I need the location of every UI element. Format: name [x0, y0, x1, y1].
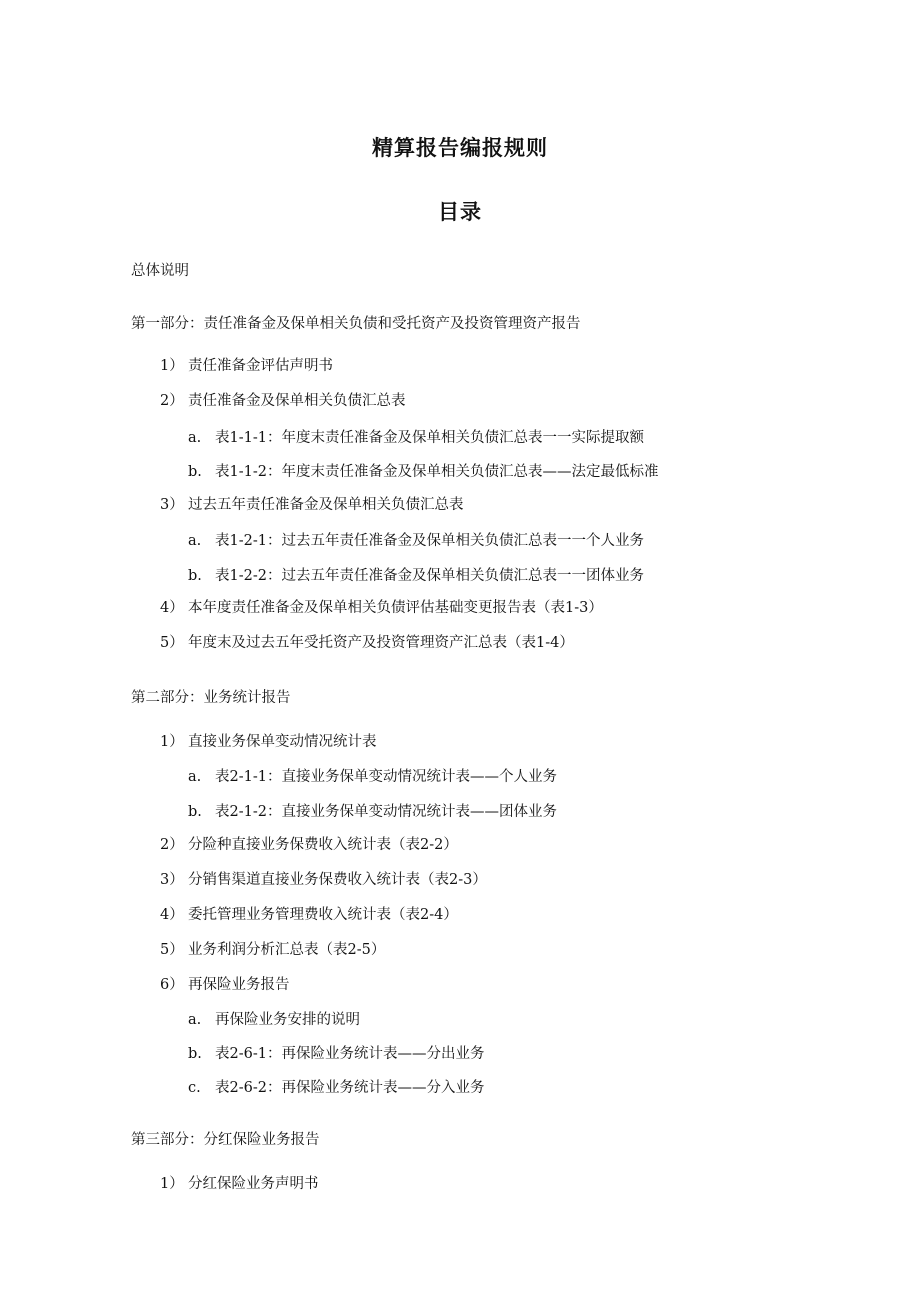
item-marker: 4）: [160, 907, 184, 923]
subitem-marker: b.: [188, 568, 202, 584]
subitem-text: 表1-2-2：过去五年责任准备金及保单相关负债汇总表一一团体业务: [215, 568, 644, 584]
toc-subitem: [188, 566, 644, 586]
subitem-text: 表1-1-2：年度末责任准备金及保单相关负债汇总表——法定最低标准: [215, 464, 659, 480]
toc-subitem: [188, 802, 557, 822]
toc-item: [160, 835, 458, 855]
toc-general-description: 总体说明: [131, 263, 189, 279]
toc-item: [160, 732, 377, 752]
item-marker: 2）: [160, 393, 184, 409]
item-marker: 1）: [160, 1176, 184, 1192]
item-marker: 1）: [160, 358, 184, 374]
item-marker: 3）: [160, 872, 184, 888]
subitem-text: 表2-6-1：再保险业务统计表——分出业务: [215, 1046, 485, 1062]
item-text: 分险种直接业务保费收入统计表（表2-2）: [188, 837, 458, 853]
item-text: 过去五年责任准备金及保单相关负债汇总表: [188, 497, 464, 513]
subitem-marker: c.: [188, 1080, 201, 1096]
subitem-marker: a.: [188, 533, 202, 549]
toc-part3-heading: 第三部分：分红保险业务报告: [131, 1132, 320, 1148]
subitem-marker: b.: [188, 464, 202, 480]
subitem-text: 表2-6-2：再保险业务统计表——分入业务: [215, 1080, 485, 1096]
item-text: 分销售渠道直接业务保费收入统计表（表2-3）: [188, 872, 487, 888]
subitem-marker: b.: [188, 804, 202, 820]
toc-subitem: [188, 462, 658, 482]
subitem-text: 再保险业务安排的说明: [215, 1012, 360, 1028]
item-text: 委托管理业务管理费收入统计表（表2-4）: [188, 907, 458, 923]
item-text: 直接业务保单变动情况统计表: [188, 734, 377, 750]
toc-item: [160, 1174, 319, 1194]
document-title: 精算报告编报规则: [372, 136, 548, 160]
toc-heading: 目录: [438, 200, 482, 224]
subitem-marker: a.: [188, 769, 202, 785]
item-text: 本年度责任准备金及保单相关负债评估基础变更报告表（表1-3）: [188, 600, 603, 616]
item-marker: 3）: [160, 497, 184, 513]
toc-item: [160, 940, 385, 960]
toc-subitem: [188, 1044, 484, 1064]
toc-item: [160, 598, 603, 618]
item-marker: 6）: [160, 977, 184, 993]
item-marker: 1）: [160, 734, 184, 750]
toc-subitem: [188, 1078, 484, 1098]
subitem-marker: b.: [188, 1046, 202, 1062]
toc-item: [160, 391, 406, 411]
toc-item: [160, 975, 290, 995]
toc-subitem: [188, 531, 644, 551]
toc-item: [160, 905, 458, 925]
toc-item: [160, 495, 464, 515]
subitem-text: 表2-1-2：直接业务保单变动情况统计表——团体业务: [215, 804, 557, 820]
subitem-text: 表1-2-1：过去五年责任准备金及保单相关负债汇总表一一个人业务: [215, 533, 644, 549]
subitem-marker: a.: [188, 1012, 202, 1028]
toc-item: [160, 870, 487, 890]
toc-subitem: [188, 767, 557, 787]
item-text: 业务利润分析汇总表（表2-5）: [188, 942, 386, 958]
item-marker: 5）: [160, 635, 184, 651]
subitem-marker: a.: [188, 430, 202, 446]
item-marker: 5）: [160, 942, 184, 958]
subitem-text: 表1-1-1：年度末责任准备金及保单相关负债汇总表一一实际提取额: [215, 430, 644, 446]
subitem-text: 表2-1-1：直接业务保单变动情况统计表——个人业务: [215, 769, 557, 785]
item-marker: 2）: [160, 837, 184, 853]
item-text: 责任准备金及保单相关负债汇总表: [188, 393, 406, 409]
item-marker: 4）: [160, 600, 184, 616]
toc-subitem: [188, 1010, 360, 1030]
toc-part2-heading: 第二部分：业务统计报告: [131, 690, 291, 706]
toc-item: [160, 633, 574, 653]
toc-subitem: [188, 428, 644, 448]
item-text: 再保险业务报告: [188, 977, 290, 993]
item-text: 责任准备金评估声明书: [188, 358, 333, 374]
item-text: 分红保险业务声明书: [188, 1176, 319, 1192]
item-text: 年度末及过去五年受托资产及投资管理资产汇总表（表1-4）: [188, 635, 574, 651]
toc-part1-heading: 第一部分：责任准备金及保单相关负债和受托资产及投资管理资产报告: [131, 316, 581, 332]
toc-item: [160, 356, 333, 376]
